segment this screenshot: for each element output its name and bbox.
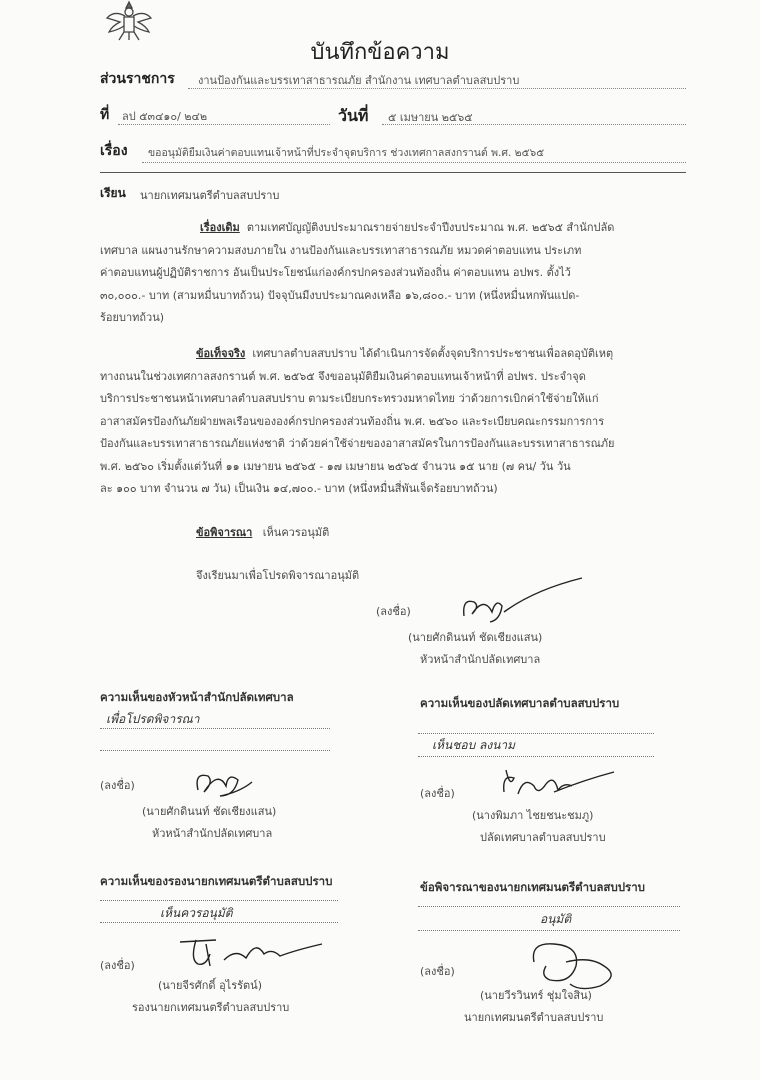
date-label: วันที่ (338, 106, 369, 125)
opinion-2-line (418, 733, 654, 734)
agency-rule (188, 88, 686, 89)
opinion-2-title: ความเห็นของปลัดเทศบาลตำบลสบปราบ (420, 696, 620, 710)
opinion-2-line (418, 756, 654, 757)
opinion-4-name: (นายวีรวินทร์ ชุ่มใจสิน) (480, 989, 592, 1002)
opinion-3-title: ความเห็นของรองนายกเทศมนตรีตำบลสบปราบ (100, 874, 333, 888)
opinion-3-handwritten: เห็นควรอนุมัติ (160, 906, 233, 920)
date-value: ๕ เมษายน ๒๕๖๕ (388, 111, 473, 124)
opinion-4-line (418, 906, 680, 907)
main-signer-position: หัวหน้าสำนักปลัดเทศบาล (420, 653, 541, 666)
opinion-1-position: หัวหน้าสำนักปลัดเทศบาล (152, 827, 273, 840)
memo-title: บันทึกข้อความ (310, 40, 450, 65)
opinion-4-position: นายกเทศมนตรีตำบลสบปราบ (464, 1011, 604, 1024)
facts-heading: ข้อเท็จจริง (196, 347, 246, 360)
background-line: เทศบาล แผนงานรักษาความสงบภายใน งานป้องกันและบรรเทาสาธารณภัย หมวดค่าตอบแทน ประเภท (100, 243, 582, 257)
ref-value: ลป ๕๓๔๑๐/ ๒๔๒ (122, 110, 208, 123)
opinion-1-sign-label: (ลงชื่อ) (100, 779, 135, 792)
background-section (100, 217, 690, 330)
background-line: ค่าตอบแทนผู้ปฏิบัติราชการ อันเป็นประโยชน์แก่องค์กรปกครองส่วนท้องถิ่น ค่าตอบแทน อปพร. ตั้งไว้ (100, 266, 571, 279)
agency-value: งานป้องกันและบรรเทาสาธารณภัย สำนักงาน เทศบาลตำบลสบปราบ (198, 74, 520, 87)
opinion-1-handwritten: เพื่อโปรดพิจารณา (106, 712, 200, 726)
salutation-label: เรียน (100, 186, 126, 200)
closing-text: จึงเรียนมาเพื่อโปรดพิจารณาอนุมัติ (196, 569, 360, 582)
opinion-2-name: (นางพิมภา ไชยชนะชมภู) (472, 809, 594, 822)
facts-line: ป้องกันและบรรเทาสาธารณภัยแห่งชาติ ว่าด้วยค่าใช้จ่ายของอาสาสมัครในการป้องกันและบรรเทาสาธารณภัย (100, 437, 615, 450)
facts-line: อาสาสมัครป้องกันภัยฝ่ายพลเรือนขององค์กรปกครองส่วนท้องถิ่น พ.ศ. ๒๕๖๐ และระเบียบคณะกรรมการการ (100, 414, 605, 428)
opinion-2-signature-icon (494, 762, 618, 802)
opinion-3-signature-icon (176, 930, 326, 970)
main-sign-label: (ลงชื่อ) (376, 605, 411, 618)
consideration-value: เห็นควรอนุมัติ (262, 526, 330, 539)
facts-line: ละ ๑๐๐ บาท จำนวน ๗ วัน) เป็นเงิน ๑๔,๗๐๐.- บาท (หนึ่งหมื่นสี่พันเจ็ดร้อยบาทถ้วน) (100, 482, 498, 495)
consideration-row (196, 522, 329, 545)
opinion-4-line (418, 930, 680, 931)
subject-label: เรื่อง (100, 143, 128, 159)
salutation-value: นายกเทศมนตรีตำบลสบปราบ (140, 189, 280, 202)
facts-line: บริการประชาชนหน้าเทศบาลตำบลสบปราบ ตามระเบียบกระทรวงมหาดไทย ว่าด้วยการเบิกค่าใช้จ่ายให้แก่ (100, 392, 599, 405)
opinion-2-handwritten: เห็นชอบ ลงนาม (432, 738, 516, 752)
opinion-3-line (100, 900, 338, 901)
opinion-4-sign-label: (ลงชื่อ) (420, 965, 455, 978)
agency-label: ส่วนราชการ (100, 71, 175, 87)
opinion-2-sign-label: (ลงชื่อ) (420, 787, 455, 800)
opinion-3-line (100, 922, 338, 923)
ref-label: ที่ (100, 107, 110, 123)
facts-line: เทศบาลตำบลสบปราบ ได้ดำเนินการจัดตั้งจุดบริการประชาชนเพื่อลดอุบัติเหตุ (252, 347, 614, 360)
header-divider (100, 172, 686, 173)
background-heading: เรื่องเดิม (200, 221, 240, 234)
subject-value: ขออนุมัติยืมเงินค่าตอบแทนเจ้าหน้าที่ประจำจุดบริการ ช่วงเทศกาลสงกรานต์ พ.ศ. ๒๕๖๕ (148, 147, 545, 159)
opinion-1-signature-icon (190, 762, 260, 800)
subject-rule (142, 162, 686, 163)
background-line: ตามเทศบัญญัติงบประมาณรายจ่ายประจำปีงบประมาณ พ.ศ. ๒๕๖๕ สำนักปลัด (246, 221, 615, 234)
facts-line: พ.ศ. ๒๕๖๐ เริ่มตั้งแต่วันที่ ๑๑ เมษายน ๒๕๖๕ - ๑๗ เมษายน ๒๕๖๕ จำนวน ๑๕ นาย (๗ คน/ วัน วัน (100, 459, 571, 473)
date-rule (382, 124, 686, 125)
facts-section (100, 343, 690, 501)
ref-rule (118, 124, 330, 125)
opinion-3-position: รองนายกเทศมนตรีตำบลสบปราบ (132, 1001, 290, 1014)
facts-line: ทางถนนในช่วงเทศกาลสงกรานต์ พ.ศ. ๒๕๖๕ จึงขออนุมัติยืมเงินค่าตอบแทนเจ้าหน้าที่ อปพร. ประจำจุด (100, 369, 586, 383)
opinion-4-handwritten: อนุมัติ (540, 912, 572, 926)
opinion-1-line (100, 750, 330, 751)
opinion-1-line (100, 728, 330, 729)
consideration-heading: ข้อพิจารณา (196, 526, 253, 539)
background-line: ร้อยบาทถ้วน) (100, 311, 165, 324)
opinion-3-sign-label: (ลงชื่อ) (100, 959, 135, 972)
opinion-1-name: (นายศักดินนท์ ชัดเชียงแสน) (142, 805, 277, 818)
opinion-4-title: ข้อพิจารณาของนายกเทศมนตรีตำบลสบปราบ (420, 880, 645, 894)
opinion-3-name: (นายจีรศักดิ์ อุไรรัตน์) (158, 979, 262, 992)
main-signer-name: (นายศักดินนท์ ชัดเชียงแสน) (408, 631, 543, 644)
main-signature-icon (454, 576, 588, 626)
opinion-1-title: ความเห็นของหัวหน้าสำนักปลัดเทศบาล (100, 690, 294, 704)
opinion-2-position: ปลัดเทศบาลตำบลสบปราบ (480, 831, 606, 844)
background-line: ๓๐,๐๐๐.- บาท (สามหมื่นบาทถ้วน) ปัจจุบันมีงบประมาณคงเหลือ ๑๖,๘๐๐.- บาท (หนึ่งหมื่นหกพันแปด- (100, 288, 580, 302)
